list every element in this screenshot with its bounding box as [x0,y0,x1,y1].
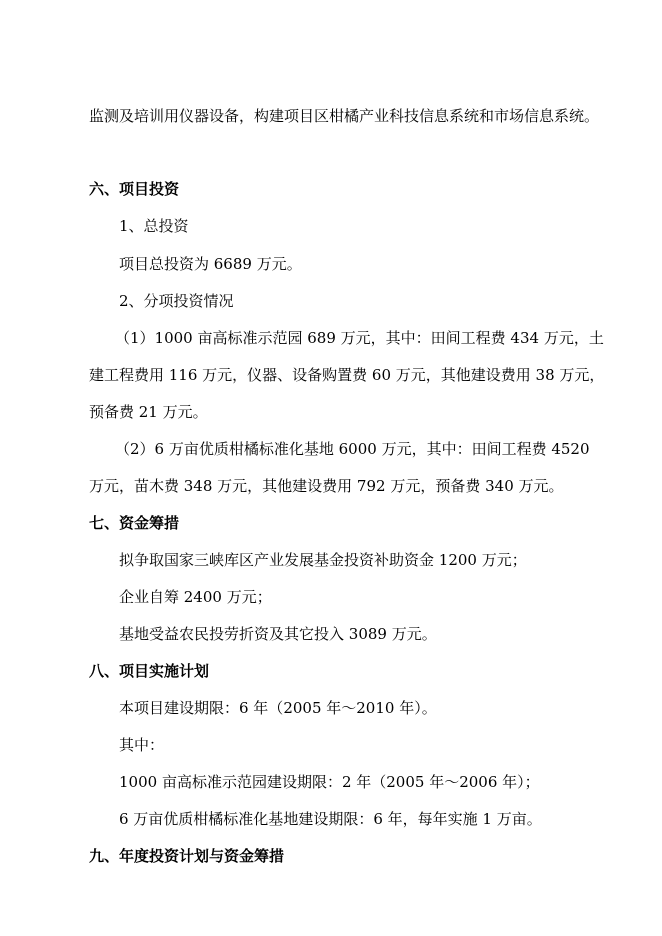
paragraph-line: 监测及培训用仪器设备，构建项目区柑橘产业科技信息系统和市场信息系统。 [89,107,600,125]
paragraph-line: 企业自筹 2400 万元； [119,588,272,606]
subheading-total-investment: 1、总投资 [119,217,189,235]
paragraph-line: 建工程费用 116 万元，仪器、设备购置费 60 万元，其他建设费用 38 万元， [89,366,605,384]
section-heading-funding: 七、资金筹措 [89,514,180,532]
paragraph-line: 基地受益农民投劳折资及其它投入 3089 万元。 [119,625,437,643]
paragraph-line: 6 万亩优质柑橘标准化基地建设期限：6 年，每年实施 1 万亩。 [119,810,542,828]
paragraph-line: 拟争取国家三峡库区产业发展基金投资补助资金 1200 万元； [119,551,527,569]
subheading-itemized-investment: 2、分项投资情况 [119,292,234,310]
section-heading-implementation: 八、项目实施计划 [89,662,210,680]
paragraph-line: （2）6 万亩优质柑橘标准化基地 6000 万元，其中：田间工程费 4520 [115,440,590,458]
paragraph-line: 项目总投资为 6689 万元。 [119,255,302,273]
paragraph-line: （1）1000 亩高标准示范园 689 万元，其中：田间工程费 434 万元，土 [115,329,604,347]
paragraph-line: 万元，苗木费 348 万元，其他建设费用 792 万元，预备费 340 万元。 [89,477,564,495]
paragraph-line: 其中： [119,736,165,754]
paragraph-line: 1000 亩高标准示范园建设期限：2 年（2005 年～2006 年）； [119,773,540,791]
paragraph-line: 本项目建设期限：6 年（2005 年～2010 年）。 [119,699,437,717]
section-heading-annual-plan: 九、年度投资计划与资金筹措 [89,847,285,865]
section-heading-investment: 六、项目投资 [89,180,180,198]
paragraph-line: 预备费 21 万元。 [89,403,208,421]
